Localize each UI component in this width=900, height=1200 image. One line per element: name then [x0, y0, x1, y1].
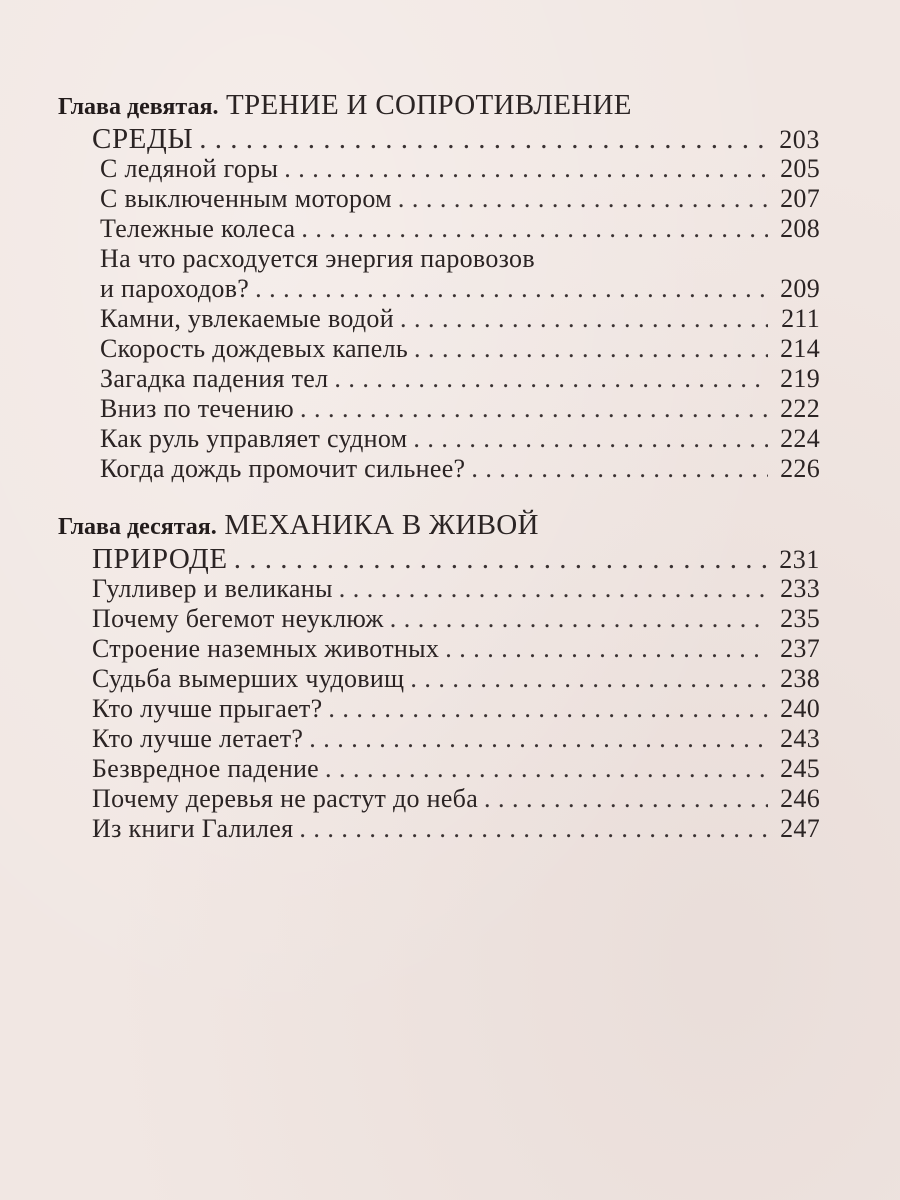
- entry-title: ПРИРОДЕ: [92, 543, 228, 575]
- dot-leader: [328, 694, 768, 724]
- entry-title: Безвредное падение: [92, 754, 320, 783]
- dot-leader: [300, 394, 768, 424]
- page-number: 246: [780, 784, 820, 813]
- entry-title: Когда дождь промочит сильнее?: [100, 454, 466, 483]
- toc-entry[interactable]: [58, 394, 820, 424]
- entry-line2: [100, 274, 820, 304]
- entry-title: С выключенным мотором: [100, 184, 392, 213]
- page-number: 238: [780, 664, 820, 693]
- toc-entry[interactable]: [58, 424, 820, 454]
- page-number: 243: [780, 724, 820, 753]
- page-number: 209: [780, 274, 820, 303]
- chapter-nine-section: [58, 88, 820, 484]
- toc-entry[interactable]: [58, 754, 820, 784]
- chapter-title: МЕХАНИКА В ЖИВОЙ: [224, 509, 539, 541]
- page-number: 219: [780, 364, 820, 393]
- toc-entry[interactable]: [58, 694, 820, 724]
- toc-entry[interactable]: [58, 664, 820, 694]
- entry-title-line1: На что расходуется энергия паровозов: [100, 244, 535, 273]
- page-number: 208: [780, 214, 820, 243]
- dot-leader: [284, 154, 768, 184]
- page-number: 211: [781, 304, 820, 333]
- entry-title: Судьба вымерших чудовищ: [92, 664, 405, 693]
- page-number: 207: [780, 184, 820, 213]
- page-number: 231: [779, 545, 820, 574]
- page-number: 245: [780, 754, 820, 783]
- chapter-label: Глава девятая.: [58, 94, 219, 120]
- dot-leader: [398, 184, 768, 214]
- entry-title: Камни, увлекаемые водой: [100, 304, 394, 333]
- toc-entry-chapter-title[interactable]: [58, 544, 820, 574]
- toc-entry[interactable]: [58, 784, 820, 814]
- page-number: 203: [779, 125, 820, 154]
- dot-leader: [445, 634, 768, 664]
- dot-leader: [390, 604, 768, 634]
- dot-leader: [400, 304, 768, 334]
- chapter-heading: [58, 88, 820, 124]
- dot-leader: [234, 544, 768, 574]
- page-number: 224: [780, 424, 820, 453]
- page-number: 205: [780, 154, 820, 183]
- entry-title: Почему бегемот неуклюж: [92, 604, 384, 633]
- toc-entry[interactable]: [58, 574, 820, 604]
- toc-entry[interactable]: [58, 364, 820, 394]
- entry-title: Вниз по течению: [100, 394, 294, 423]
- toc-entry[interactable]: [58, 304, 820, 334]
- entry-title: Загадка падения тел: [100, 364, 329, 393]
- entry-title-line2: и пароходов?: [100, 274, 250, 303]
- chapter-title: ТРЕНИЕ И СОПРОТИВЛЕНИЕ: [226, 89, 632, 121]
- dot-leader: [325, 754, 768, 784]
- dot-leader: [309, 724, 768, 754]
- entry-title: Почему деревья не растут до неба: [92, 784, 479, 813]
- entry-title: С ледяной горы: [100, 154, 279, 183]
- chapter-heading: [58, 508, 820, 544]
- dot-leader: [199, 124, 768, 154]
- toc-entry-chapter-title[interactable]: [58, 124, 820, 154]
- toc-entry[interactable]: [58, 214, 820, 244]
- dot-leader: [410, 664, 768, 694]
- dot-leader: [484, 784, 768, 814]
- toc-entry[interactable]: [58, 334, 820, 364]
- entry-title: Строение наземных животных: [92, 634, 440, 663]
- page-number: 233: [780, 574, 820, 603]
- entry-title: Из книги Галилея: [92, 814, 294, 843]
- page-number: 237: [780, 634, 820, 663]
- dot-leader: [471, 454, 768, 484]
- toc-entry[interactable]: [58, 604, 820, 634]
- entry-title: Кто лучше прыгает?: [92, 694, 323, 723]
- entry-title: Тележные колеса: [100, 214, 296, 243]
- dot-leader: [414, 334, 768, 364]
- entry-title: Как руль управляет судном: [100, 424, 408, 453]
- dot-leader: [301, 214, 768, 244]
- entry-title: Кто лучше летает?: [92, 724, 304, 753]
- toc-entry[interactable]: [58, 154, 820, 184]
- page-number: 235: [780, 604, 820, 633]
- toc-entry[interactable]: [58, 724, 820, 754]
- toc-entry[interactable]: [58, 634, 820, 664]
- toc-entry[interactable]: [58, 814, 820, 844]
- entry-title: Скорость дождевых капель: [100, 334, 409, 363]
- page-number: 214: [780, 334, 820, 363]
- dot-leader: [339, 574, 768, 604]
- dot-leader: [255, 274, 768, 304]
- dot-leader: [299, 814, 768, 844]
- toc-entry[interactable]: [58, 454, 820, 484]
- page-number: 222: [780, 394, 820, 423]
- chapter-label: Глава десятая.: [58, 514, 217, 540]
- toc-entry[interactable]: [58, 244, 820, 304]
- page-number: 247: [780, 814, 820, 843]
- dot-leader: [413, 424, 768, 454]
- chapter-ten-section: [58, 508, 820, 844]
- entry-title: Гулливер и великаны: [92, 574, 333, 603]
- toc-entry[interactable]: [58, 184, 820, 214]
- dot-leader: [334, 364, 768, 394]
- entry-title: СРЕДЫ: [92, 123, 194, 155]
- page-number: 240: [780, 694, 820, 723]
- page-number: 226: [780, 454, 820, 483]
